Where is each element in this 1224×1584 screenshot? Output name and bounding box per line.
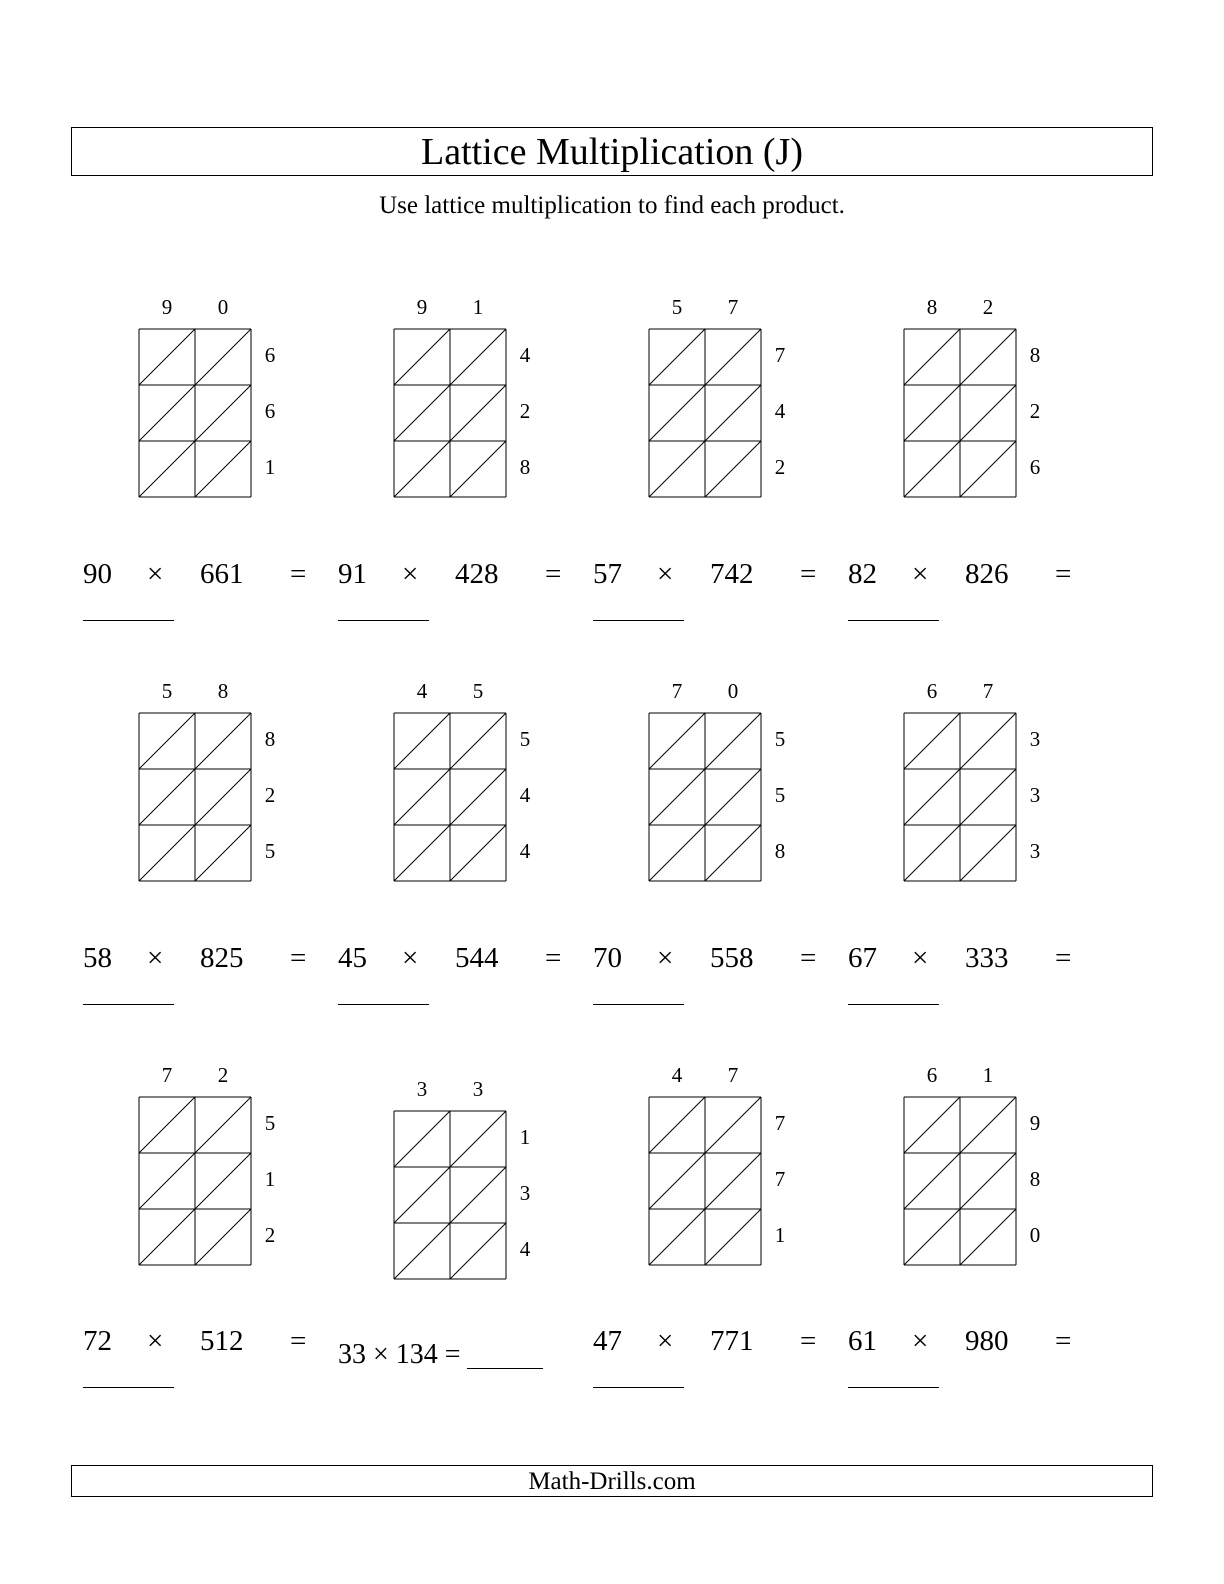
- cell-diagonal: [904, 1097, 960, 1153]
- side-digit: 2: [264, 1223, 276, 1247]
- answer-blank[interactable]: [593, 1004, 684, 1005]
- answer-blank[interactable]: [848, 1004, 939, 1005]
- top-digit: 3: [472, 1077, 484, 1101]
- cell-diagonal: [705, 329, 761, 385]
- cell-diagonal: [139, 713, 195, 769]
- cell-diagonal: [139, 825, 195, 881]
- cell-diagonal: [904, 825, 960, 881]
- side-digit: 2: [264, 783, 276, 807]
- cell-diagonal: [195, 441, 251, 497]
- cell-diagonal: [904, 1209, 960, 1265]
- side-digit: 5: [264, 839, 276, 863]
- cell-diagonal: [904, 385, 960, 441]
- lattice-grid: [903, 712, 1017, 882]
- multiplicand: 58: [83, 942, 112, 974]
- multiplier: 742: [710, 558, 754, 590]
- multiplicand: 90: [83, 558, 112, 590]
- side-digit: 8: [519, 455, 531, 479]
- times-sign: ×: [657, 942, 674, 974]
- answer-blank[interactable]: [83, 1387, 174, 1388]
- equals-sign: =: [290, 942, 307, 974]
- top-digit: 8: [217, 679, 229, 703]
- equals-sign: =: [545, 558, 562, 590]
- cell-diagonal: [139, 441, 195, 497]
- equals-sign: =: [800, 1325, 817, 1357]
- side-digit: 2: [774, 455, 786, 479]
- lattice-grid: [138, 712, 252, 882]
- cell-diagonal: [649, 385, 705, 441]
- lattice-grid: [648, 328, 762, 498]
- side-digit: 5: [774, 727, 786, 751]
- side-digit: 4: [519, 343, 531, 367]
- side-digit: 1: [264, 455, 276, 479]
- cell-diagonal: [394, 329, 450, 385]
- side-digit: 4: [774, 399, 786, 423]
- multiplicand: 67: [848, 942, 877, 974]
- cell-diagonal: [139, 769, 195, 825]
- equals-sign: =: [1055, 942, 1072, 974]
- cell-diagonal: [139, 1097, 195, 1153]
- cell-diagonal: [705, 1097, 761, 1153]
- equals-sign: =: [800, 942, 817, 974]
- answer-blank[interactable]: [848, 620, 939, 621]
- top-digit: 3: [416, 1077, 428, 1101]
- side-digit: 1: [264, 1167, 276, 1191]
- equals-sign: =: [545, 942, 562, 974]
- answer-blank[interactable]: [83, 1004, 174, 1005]
- side-digit: 3: [1029, 783, 1041, 807]
- top-digit: 7: [671, 679, 683, 703]
- cell-diagonal: [960, 769, 1016, 825]
- top-digit: 6: [926, 679, 938, 703]
- times-sign: ×: [657, 558, 674, 590]
- top-digit: 2: [982, 295, 994, 319]
- times-sign: ×: [147, 942, 164, 974]
- cell-diagonal: [394, 441, 450, 497]
- answer-blank[interactable]: [848, 1387, 939, 1388]
- side-digit: 5: [774, 783, 786, 807]
- lattice-grid: [138, 328, 252, 498]
- multiplier: 661: [200, 558, 244, 590]
- cell-diagonal: [705, 1153, 761, 1209]
- cell-diagonal: [649, 1153, 705, 1209]
- cell-diagonal: [450, 769, 506, 825]
- side-digit: 9: [1029, 1111, 1041, 1135]
- side-digit: 5: [519, 727, 531, 751]
- cell-diagonal: [139, 329, 195, 385]
- cell-diagonal: [195, 1209, 251, 1265]
- cell-diagonal: [195, 385, 251, 441]
- equals-sign: =: [290, 1325, 307, 1357]
- lattice-grid: [903, 328, 1017, 498]
- top-digit: 6: [926, 1063, 938, 1087]
- cell-diagonal: [450, 1111, 506, 1167]
- cell-diagonal: [450, 1167, 506, 1223]
- cell-diagonal: [450, 713, 506, 769]
- times-sign: ×: [402, 942, 419, 974]
- cell-diagonal: [960, 1209, 1016, 1265]
- cell-diagonal: [649, 713, 705, 769]
- side-digit: 8: [774, 839, 786, 863]
- cell-diagonal: [904, 713, 960, 769]
- side-digit: 8: [1029, 1167, 1041, 1191]
- multiplier: 333: [965, 942, 1009, 974]
- lattice-grid: [903, 1096, 1017, 1266]
- cell-diagonal: [705, 1209, 761, 1265]
- top-digit: 5: [472, 679, 484, 703]
- side-digit: 4: [519, 783, 531, 807]
- side-digit: 7: [774, 343, 786, 367]
- cell-diagonal: [450, 329, 506, 385]
- top-digit: 0: [727, 679, 739, 703]
- equals-sign: =: [290, 558, 307, 590]
- lattice-grid: [648, 712, 762, 882]
- multiplier: 428: [455, 558, 499, 590]
- times-sign: ×: [402, 558, 419, 590]
- side-digit: 7: [774, 1167, 786, 1191]
- equals-sign: =: [1055, 1325, 1072, 1357]
- cell-diagonal: [904, 329, 960, 385]
- side-digit: 6: [264, 343, 276, 367]
- multiplier: 558: [710, 942, 754, 974]
- top-digit: 9: [161, 295, 173, 319]
- cell-diagonal: [394, 1111, 450, 1167]
- side-digit: 6: [1029, 455, 1041, 479]
- times-sign: ×: [147, 1325, 164, 1357]
- top-digit: 7: [982, 679, 994, 703]
- cell-diagonal: [394, 1167, 450, 1223]
- multiplicand: 82: [848, 558, 877, 590]
- side-digit: 8: [264, 727, 276, 751]
- lattice-grid: [393, 328, 507, 498]
- cell-diagonal: [705, 441, 761, 497]
- side-digit: 4: [519, 1237, 531, 1261]
- cell-diagonal: [649, 329, 705, 385]
- equals-sign: =: [800, 558, 817, 590]
- cell-diagonal: [960, 441, 1016, 497]
- cell-diagonal: [195, 825, 251, 881]
- lattice-grid: [393, 1110, 507, 1280]
- multiplier: 980: [965, 1325, 1009, 1357]
- cell-diagonal: [705, 769, 761, 825]
- multiplicand: 45: [338, 942, 367, 974]
- inline-equation: [338, 1341, 543, 1369]
- side-digit: 3: [519, 1181, 531, 1205]
- cell-diagonal: [960, 713, 1016, 769]
- top-digit: 7: [727, 295, 739, 319]
- answer-blank[interactable]: [467, 1344, 543, 1369]
- cell-diagonal: [195, 1097, 251, 1153]
- cell-diagonal: [195, 769, 251, 825]
- times-sign: ×: [912, 1325, 929, 1357]
- cell-diagonal: [195, 329, 251, 385]
- multiplier: 771: [710, 1325, 754, 1357]
- side-digit: 2: [519, 399, 531, 423]
- cell-diagonal: [649, 769, 705, 825]
- answer-blank[interactable]: [338, 620, 429, 621]
- top-digit: 2: [217, 1063, 229, 1087]
- cell-diagonal: [394, 1223, 450, 1279]
- times-sign: ×: [147, 558, 164, 590]
- side-digit: 1: [774, 1223, 786, 1247]
- times-sign: ×: [912, 558, 929, 590]
- top-digit: 8: [926, 295, 938, 319]
- equals-sign: =: [1055, 558, 1072, 590]
- worksheet-title: Lattice Multiplication (J): [71, 127, 1153, 176]
- top-digit: 1: [982, 1063, 994, 1087]
- multiplicand: 47: [593, 1325, 622, 1357]
- multiplier: 825: [200, 942, 244, 974]
- cell-diagonal: [649, 441, 705, 497]
- cell-diagonal: [139, 1209, 195, 1265]
- cell-diagonal: [960, 329, 1016, 385]
- cell-diagonal: [960, 825, 1016, 881]
- cell-diagonal: [450, 385, 506, 441]
- cell-diagonal: [450, 1223, 506, 1279]
- multiplier: 826: [965, 558, 1009, 590]
- side-digit: 8: [1029, 343, 1041, 367]
- cell-diagonal: [904, 1153, 960, 1209]
- cell-diagonal: [394, 385, 450, 441]
- cell-diagonal: [139, 1153, 195, 1209]
- cell-diagonal: [139, 385, 195, 441]
- multiplicand: 72: [83, 1325, 112, 1357]
- cell-diagonal: [960, 385, 1016, 441]
- cell-diagonal: [649, 1097, 705, 1153]
- cell-diagonal: [960, 1153, 1016, 1209]
- cell-diagonal: [649, 825, 705, 881]
- answer-blank[interactable]: [83, 620, 174, 621]
- top-digit: 1: [472, 295, 484, 319]
- lattice-grid: [648, 1096, 762, 1266]
- times-sign: ×: [912, 942, 929, 974]
- side-digit: 4: [519, 839, 531, 863]
- cell-diagonal: [960, 1097, 1016, 1153]
- cell-diagonal: [195, 713, 251, 769]
- answer-blank[interactable]: [593, 620, 684, 621]
- side-digit: 7: [774, 1111, 786, 1135]
- lattice-grid: [138, 1096, 252, 1266]
- equation-text: 33 × 134 =: [338, 1339, 461, 1370]
- instructions: Use lattice multiplication to find each product.: [379, 192, 845, 219]
- cell-diagonal: [394, 713, 450, 769]
- top-digit: 4: [416, 679, 428, 703]
- side-digit: 6: [264, 399, 276, 423]
- side-digit: 2: [1029, 399, 1041, 423]
- top-digit: 5: [671, 295, 683, 319]
- side-digit: 3: [1029, 727, 1041, 751]
- cell-diagonal: [705, 825, 761, 881]
- side-digit: 3: [1029, 839, 1041, 863]
- cell-diagonal: [394, 825, 450, 881]
- top-digit: 0: [217, 295, 229, 319]
- cell-diagonal: [904, 441, 960, 497]
- side-digit: 5: [264, 1111, 276, 1135]
- top-digit: 5: [161, 679, 173, 703]
- multiplicand: 61: [848, 1325, 877, 1357]
- multiplier: 544: [455, 942, 499, 974]
- multiplier: 512: [200, 1325, 244, 1357]
- cell-diagonal: [649, 1209, 705, 1265]
- cell-diagonal: [195, 1153, 251, 1209]
- times-sign: ×: [657, 1325, 674, 1357]
- multiplicand: 70: [593, 942, 622, 974]
- side-digit: 0: [1029, 1223, 1041, 1247]
- multiplicand: 57: [593, 558, 622, 590]
- cell-diagonal: [705, 713, 761, 769]
- cell-diagonal: [450, 441, 506, 497]
- cell-diagonal: [904, 769, 960, 825]
- answer-blank[interactable]: [338, 1004, 429, 1005]
- top-digit: 7: [161, 1063, 173, 1087]
- cell-diagonal: [705, 385, 761, 441]
- lattice-grid: [393, 712, 507, 882]
- top-digit: 4: [671, 1063, 683, 1087]
- multiplicand: 91: [338, 558, 367, 590]
- top-digit: 7: [727, 1063, 739, 1087]
- answer-blank[interactable]: [593, 1387, 684, 1388]
- cell-diagonal: [394, 769, 450, 825]
- side-digit: 1: [519, 1125, 531, 1149]
- cell-diagonal: [450, 825, 506, 881]
- top-digit: 9: [416, 295, 428, 319]
- footer: Math-Drills.com: [71, 1465, 1153, 1497]
